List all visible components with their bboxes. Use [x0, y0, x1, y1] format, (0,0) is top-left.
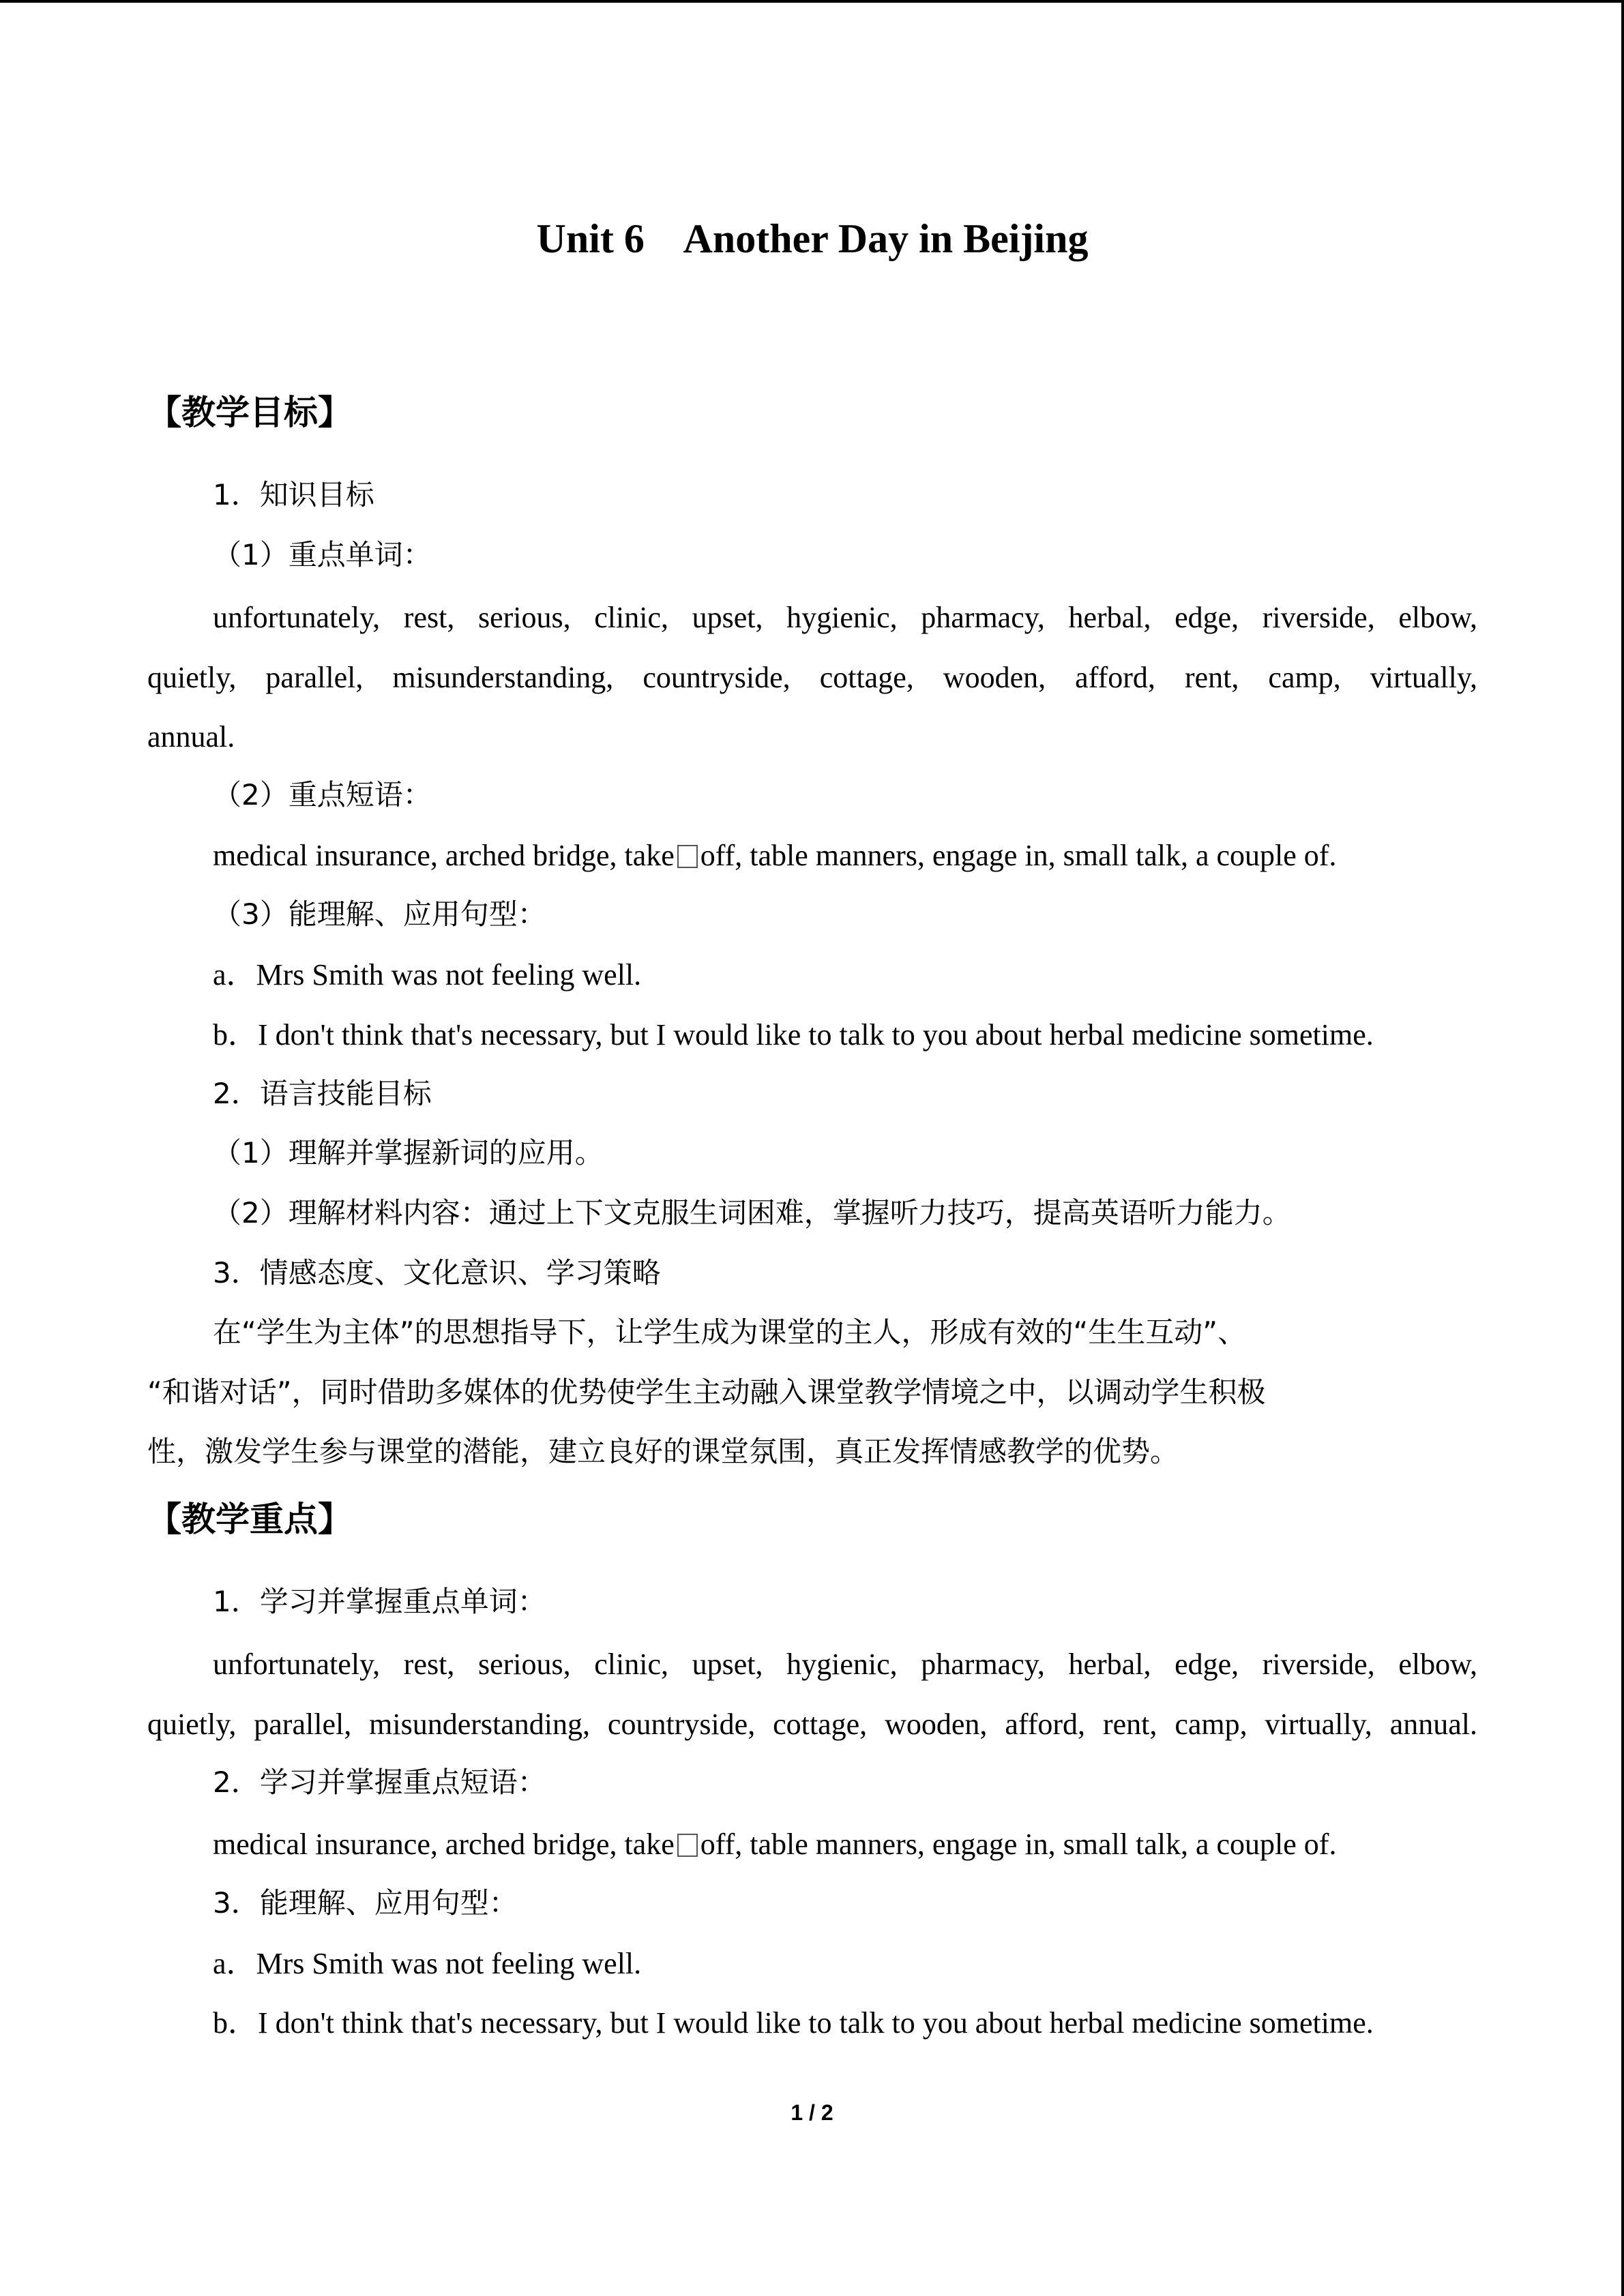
sentence-a: a．Mrs Smith was not feeling well. — [213, 958, 642, 992]
key-words-line-2: quietly, parallel, misunderstanding, countryside, cottage, wooden, afford, rent, camp, virtually, annual. — [147, 1708, 1477, 1741]
phrases-heading: （2）重点短语： — [213, 778, 432, 811]
phrases-text-part1: medical insurance, arched bridge, take — [213, 839, 675, 872]
sentence-b: b．I don't think that's necessary, but I would like to talk to you about herbal medicine sometime. — [213, 1018, 1374, 1052]
attitude-paragraph-line-2: “和谐对话”，同时借助多媒体的优势使学生主动融入课堂教学情境之中，以调动学生积极 — [147, 1375, 1266, 1409]
key-phrases-text-part1: medical insurance, arched bridge, take — [213, 1828, 675, 1861]
words-line-1: unfortunately, rest, serious, clinic, upset, hygienic, pharmacy, herbal, edge, riverside, elbow, — [213, 601, 1477, 634]
attitude-heading: 3．情感态度、文化意识、学习策略 — [213, 1256, 661, 1289]
words-heading: （1）重点单词： — [213, 538, 432, 571]
key-item-1-heading: 1．学习并掌握重点单词： — [213, 1585, 546, 1618]
missing-glyph-box — [677, 845, 698, 868]
attitude-paragraph-line-3: 性，激发学生参与课堂的潜能，建立良好的课堂氛围，真正发挥情感教学的优势。 — [147, 1435, 1179, 1468]
page-border-top — [0, 0, 1624, 3]
key-sentence-a: a．Mrs Smith was not feeling well. — [213, 1947, 642, 1980]
page-title: Unit 6 Another Day in Beijing — [536, 216, 1089, 261]
words-line-2: quietly, parallel, misunderstanding, countryside, cottage, wooden, afford, rent, camp, virtually, — [147, 661, 1477, 694]
skills-item-2: （2）理解材料内容：通过上下文克服生词困难，掌握听力技巧，提高英语听力能力。 — [213, 1196, 1291, 1229]
missing-glyph-box — [677, 1834, 698, 1857]
page-border-right — [1621, 0, 1624, 2296]
skills-item-1: （1）理解并掌握新词的应用。 — [213, 1136, 604, 1169]
key-phrases-line — [213, 1825, 1336, 1864]
knowledge-heading: 1．知识目标 — [213, 478, 374, 511]
key-item-2-heading: 2．学习并掌握重点短语： — [213, 1765, 546, 1799]
section-heading-key-points: 【教学重点】 — [147, 1500, 352, 1539]
page-number: 1 / 2 — [791, 2100, 833, 2125]
phrases-text-part2: off, table manners, engage in, small talk, a couple of. — [700, 839, 1337, 872]
section-heading-objectives: 【教学目标】 — [147, 393, 352, 432]
key-phrases-text-part2: off, table manners, engage in, small talk, a couple of. — [700, 1828, 1337, 1861]
attitude-paragraph-line-1: 在“学生为主体”的思想指导下，让学生成为课堂的主人，形成有效的“生生互动”、 — [213, 1315, 1247, 1349]
sentences-heading: （3）能理解、应用句型： — [213, 897, 546, 931]
skills-heading: 2．语言技能目标 — [213, 1077, 432, 1110]
key-sentence-b: b．I don't think that's necessary, but I would like to talk to you about herbal medicine sometime. — [213, 2006, 1374, 2040]
key-words-line-1: unfortunately, rest, serious, clinic, upset, hygienic, pharmacy, herbal, edge, riverside, elbow, — [213, 1648, 1477, 1681]
key-item-3-heading: 3．能理解、应用句型： — [213, 1886, 518, 1920]
phrases-line — [213, 836, 1336, 876]
words-line-3: annual. — [147, 720, 235, 754]
